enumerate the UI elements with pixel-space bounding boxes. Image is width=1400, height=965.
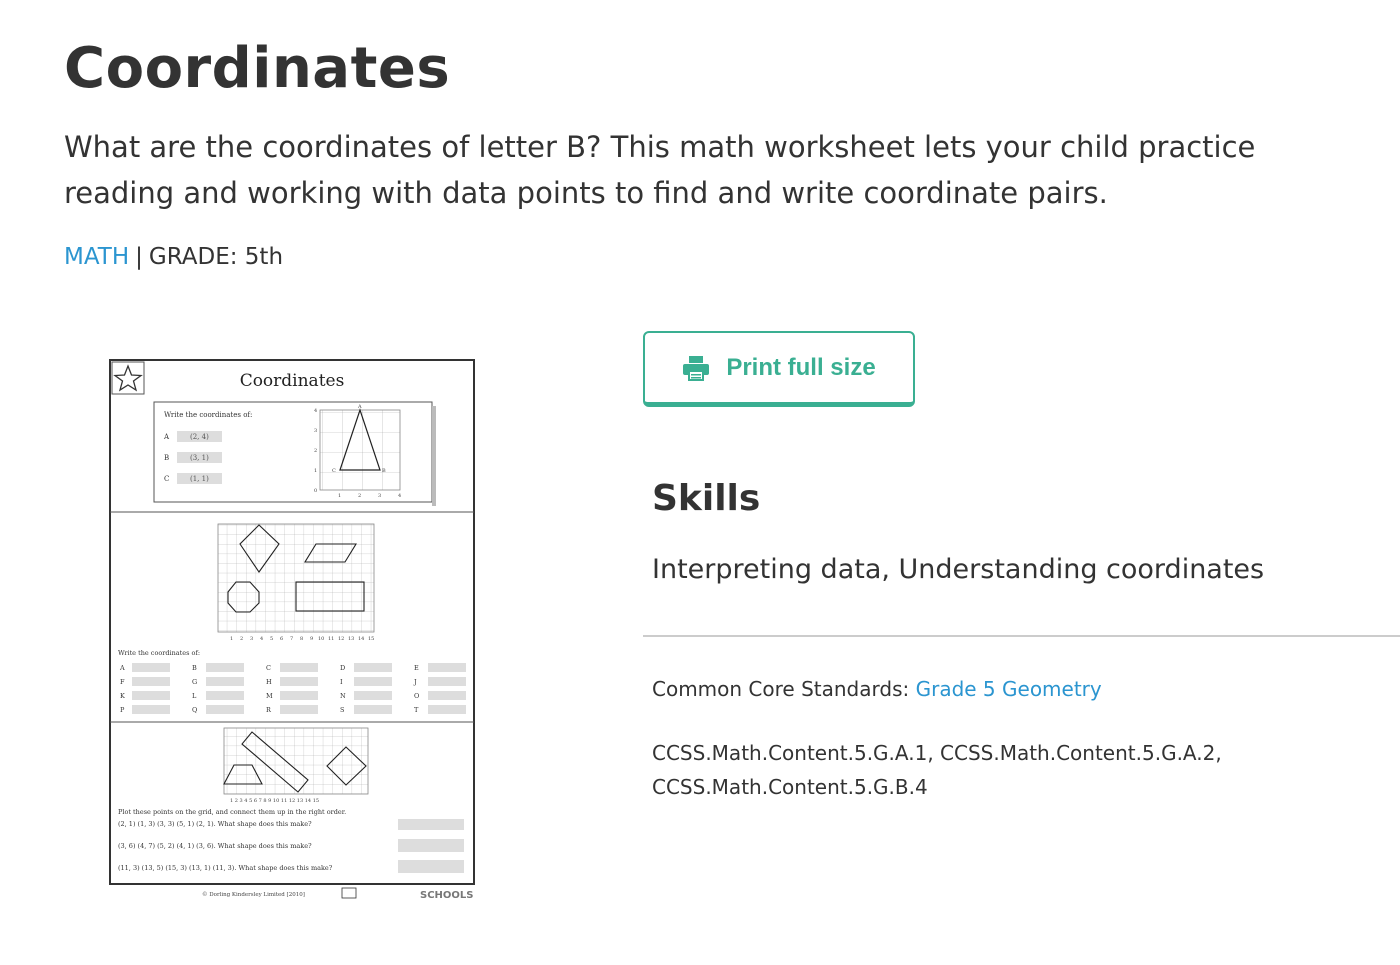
standards-label: Common Core Standards: [652,677,910,701]
svg-text:T: T [414,706,419,714]
svg-text:15: 15 [368,636,375,642]
svg-text:9: 9 [310,636,314,642]
skills-heading: Skills [652,478,761,519]
svg-text:1 2 3 4 5 6 7 8 9 10 11 12 13: 1 2 3 4 5 6 7 8 9 10 11 12 13 14 15 [230,798,320,804]
svg-text:3: 3 [250,636,254,642]
print-full-size-button[interactable] [643,331,915,407]
svg-text:A: A [120,664,125,672]
svg-text:Q: Q [192,706,198,714]
worksheet-prompt-2: Write the coordinates of: [118,649,201,657]
svg-text:4: 4 [398,493,402,499]
common-core-standards [652,677,1102,701]
worksheet-question-1: (2, 1) (1, 3) (3, 3) (5, 1) (2, 1). What shape does this make? [118,820,312,828]
svg-text:10: 10 [318,636,325,642]
svg-text:P: P [120,706,125,714]
print-button-label: Print full size [726,353,876,381]
svg-text:5: 5 [270,636,274,642]
worksheet-meta [64,244,283,270]
svg-text:1: 1 [314,468,318,474]
worksheet-question-3: (11, 3) (13, 5) (15, 3) (13, 1) (11, 3). What shape does this make? [118,864,333,872]
answer-value-a: (2, 4) [190,433,209,441]
svg-text:2: 2 [314,448,318,454]
svg-text:I: I [340,678,343,686]
section-divider [643,635,1400,637]
worksheet-prompt-1: Write the coordinates of: [164,411,253,419]
svg-text:12: 12 [338,636,345,642]
svg-text:D: D [340,664,346,672]
svg-text:1: 1 [338,493,342,499]
meta-separator: | [135,244,143,270]
svg-text:6: 6 [280,636,284,642]
svg-text:4: 4 [314,408,318,414]
svg-text:1: 1 [230,636,234,642]
answer-value-c: (1, 1) [190,475,209,483]
svg-text:C: C [332,468,336,474]
answer-value-b: (3, 1) [190,454,209,462]
ccss-codes: CCSS.Math.Content.5.G.A.1, CCSS.Math.Content.5.G.A.2, CCSS.Math.Content.5.G.B.4 [652,741,1222,799]
answer-letter-c: C [164,475,170,483]
page-title: Coordinates [64,36,451,101]
svg-text:B: B [192,664,197,672]
grade-label: GRADE: 5th [148,244,284,270]
grade-5-geometry-link[interactable]: Grade 5 Geometry [915,677,1102,701]
svg-text:11: 11 [328,636,335,642]
page-description: What are the coordinates of letter B? This math worksheet lets your child practice reading and working with data points to find and write coordinate pairs. [64,130,1256,210]
svg-text:S: S [340,706,345,714]
skills-text: Interpreting data, Understanding coordinates [652,554,1265,585]
svg-text:7: 7 [290,636,294,642]
svg-text:O: O [414,692,420,700]
worksheet-title: Coordinates [239,371,345,391]
svg-text:M: M [266,692,273,700]
worksheet-footer: © Dorling Kindersley Limited [2010] [202,892,305,898]
svg-text:R: R [266,706,271,714]
worksheet-brand: SCHOOLS [420,890,474,901]
svg-text:G: G [192,678,198,686]
svg-text:3: 3 [378,493,382,499]
svg-text:L: L [192,692,197,700]
svg-text:J: J [414,678,417,686]
svg-text:4: 4 [260,636,264,642]
printer-icon [682,355,710,381]
svg-text:F: F [120,678,125,686]
svg-text:2: 2 [240,636,244,642]
svg-text:0: 0 [314,488,318,494]
worksheet-preview-image[interactable] [102,352,482,902]
svg-text:A: A [358,404,362,410]
svg-text:8: 8 [300,636,304,642]
svg-text:E: E [414,664,419,672]
answer-letter-b: B [164,454,170,462]
svg-text:2: 2 [358,493,362,499]
worksheet-instructions: Plot these points on the grid, and connect them up in the right order. [118,808,347,816]
svg-text:B: B [382,468,386,474]
svg-text:3: 3 [314,428,318,434]
answer-letter-a: A [164,433,170,441]
svg-text:14: 14 [358,636,365,642]
svg-text:C: C [266,664,271,672]
svg-text:H: H [266,678,272,686]
svg-text:13: 13 [348,636,355,642]
worksheet-question-2: (3, 6) (4, 7) (5, 2) (4, 1) (3, 6). What shape does this make? [118,842,312,850]
subject-link[interactable]: MATH [64,244,130,270]
svg-text:N: N [340,692,346,700]
svg-text:K: K [120,692,125,700]
